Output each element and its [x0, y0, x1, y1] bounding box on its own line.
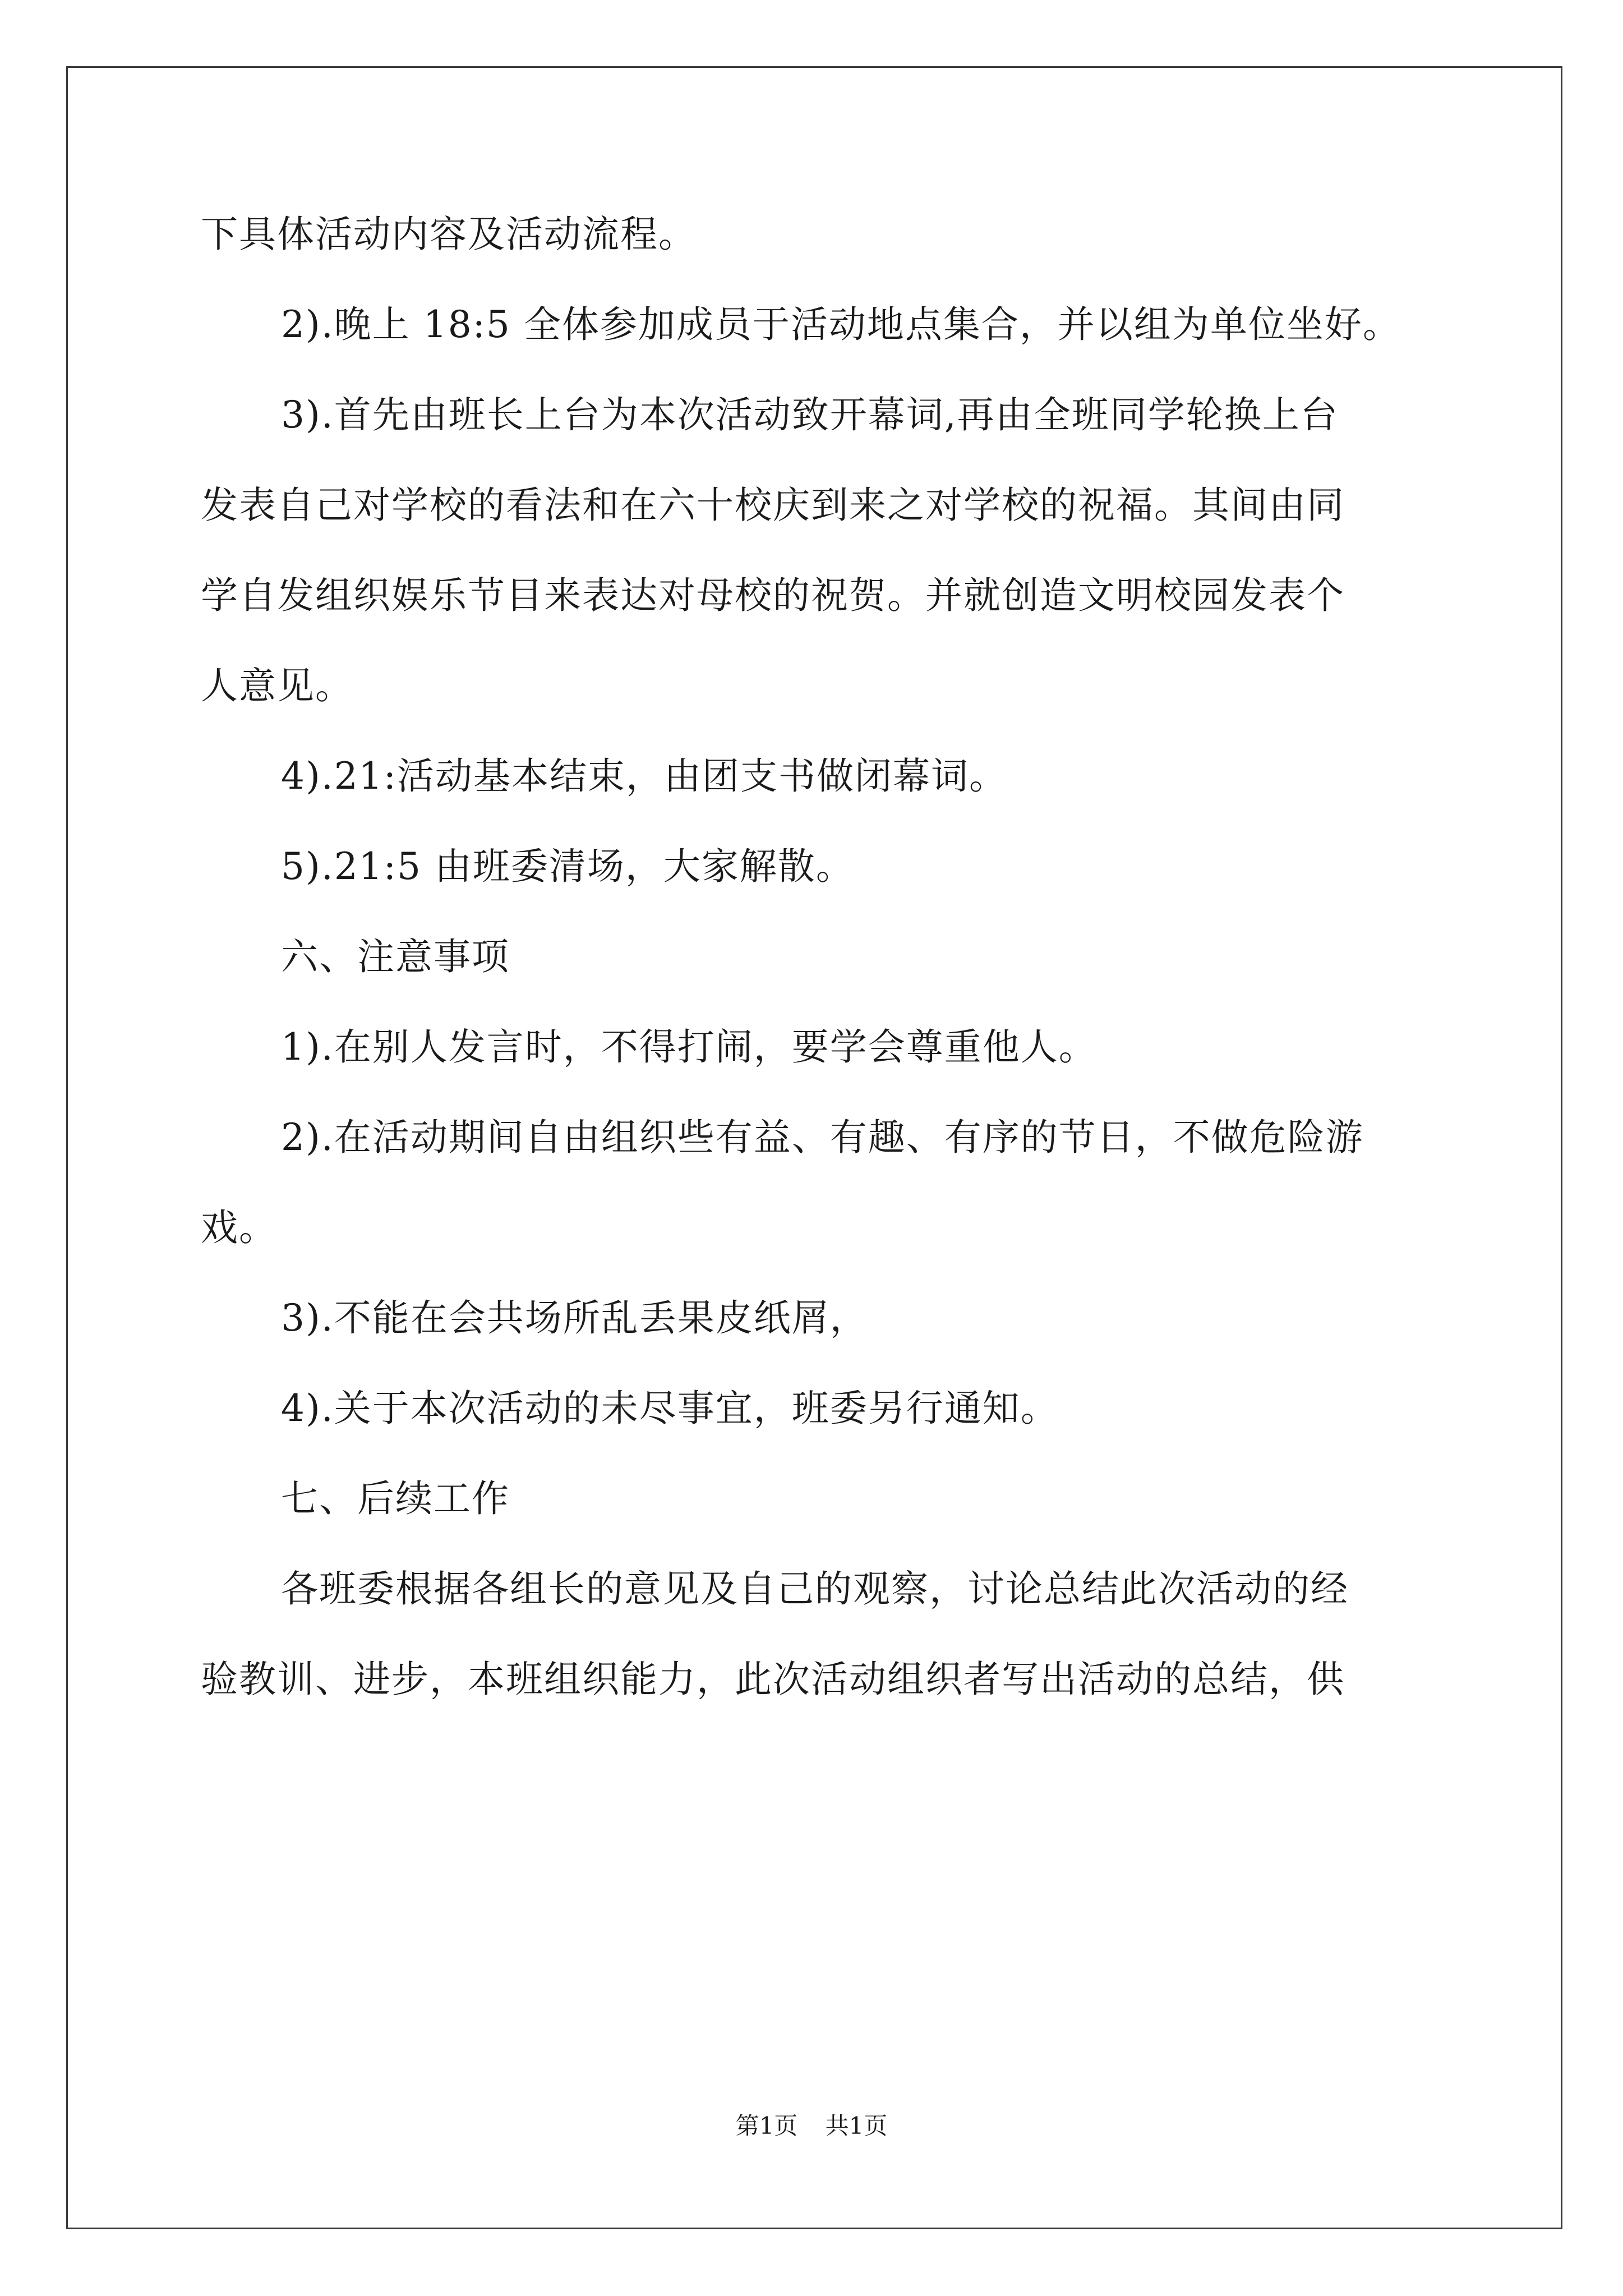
page-number: 第1页: [735, 2112, 798, 2139]
paragraph-line: 5).21:5 由班委清场，大家解散。: [281, 845, 854, 888]
paragraph-line: 发表自己对学校的看法和在六十校庆到来之对学校的祝福。其间由同: [201, 484, 1345, 527]
paragraph-line: 验教训、进步，本班组织能力，此次活动组织者写出活动的总结，供: [201, 1658, 1345, 1701]
paragraph-line: 3).首先由班长上台为本次活动致开幕词,再由全班同学轮换上台: [281, 393, 1339, 436]
paragraph-line: 3).不能在会共场所乱丢果皮纸屑，: [281, 1296, 868, 1340]
paragraph-line: 学自发组织娱乐节目来表达对母校的祝贺。并就创造文明校园发表个: [201, 574, 1345, 617]
paragraph-line: 1).在别人发言时，不得打闹，要学会尊重他人。: [281, 1025, 1097, 1069]
paragraph-line: 戏。: [201, 1206, 277, 1249]
page-total: 共1页: [825, 2112, 888, 2139]
paragraph-line: 各班委根据各组长的意见及自己的观察，讨论总结此次活动的经: [281, 1567, 1349, 1611]
section-heading: 六、注意事项: [281, 935, 510, 978]
paragraph-line: 4).关于本次活动的未尽事宜，班委另行通知。: [281, 1387, 1059, 1430]
paragraph-line: 下具体活动内容及活动流程。: [201, 213, 697, 256]
paragraph-line: 4).21:活动基本结束，由团支书做闭幕词。: [281, 754, 1007, 798]
paragraph-line: 人意见。: [201, 664, 353, 707]
paragraph-line: 2).晚上 18:5 全体参加成员于活动地点集合，并以组为单位坐好。: [281, 303, 1401, 346]
section-heading: 七、后续工作: [281, 1477, 510, 1520]
page-footer: [0, 2112, 1623, 2140]
paragraph-line: 2).在活动期间自由组织些有益、有趣、有序的节日，不做危险游: [281, 1116, 1364, 1159]
